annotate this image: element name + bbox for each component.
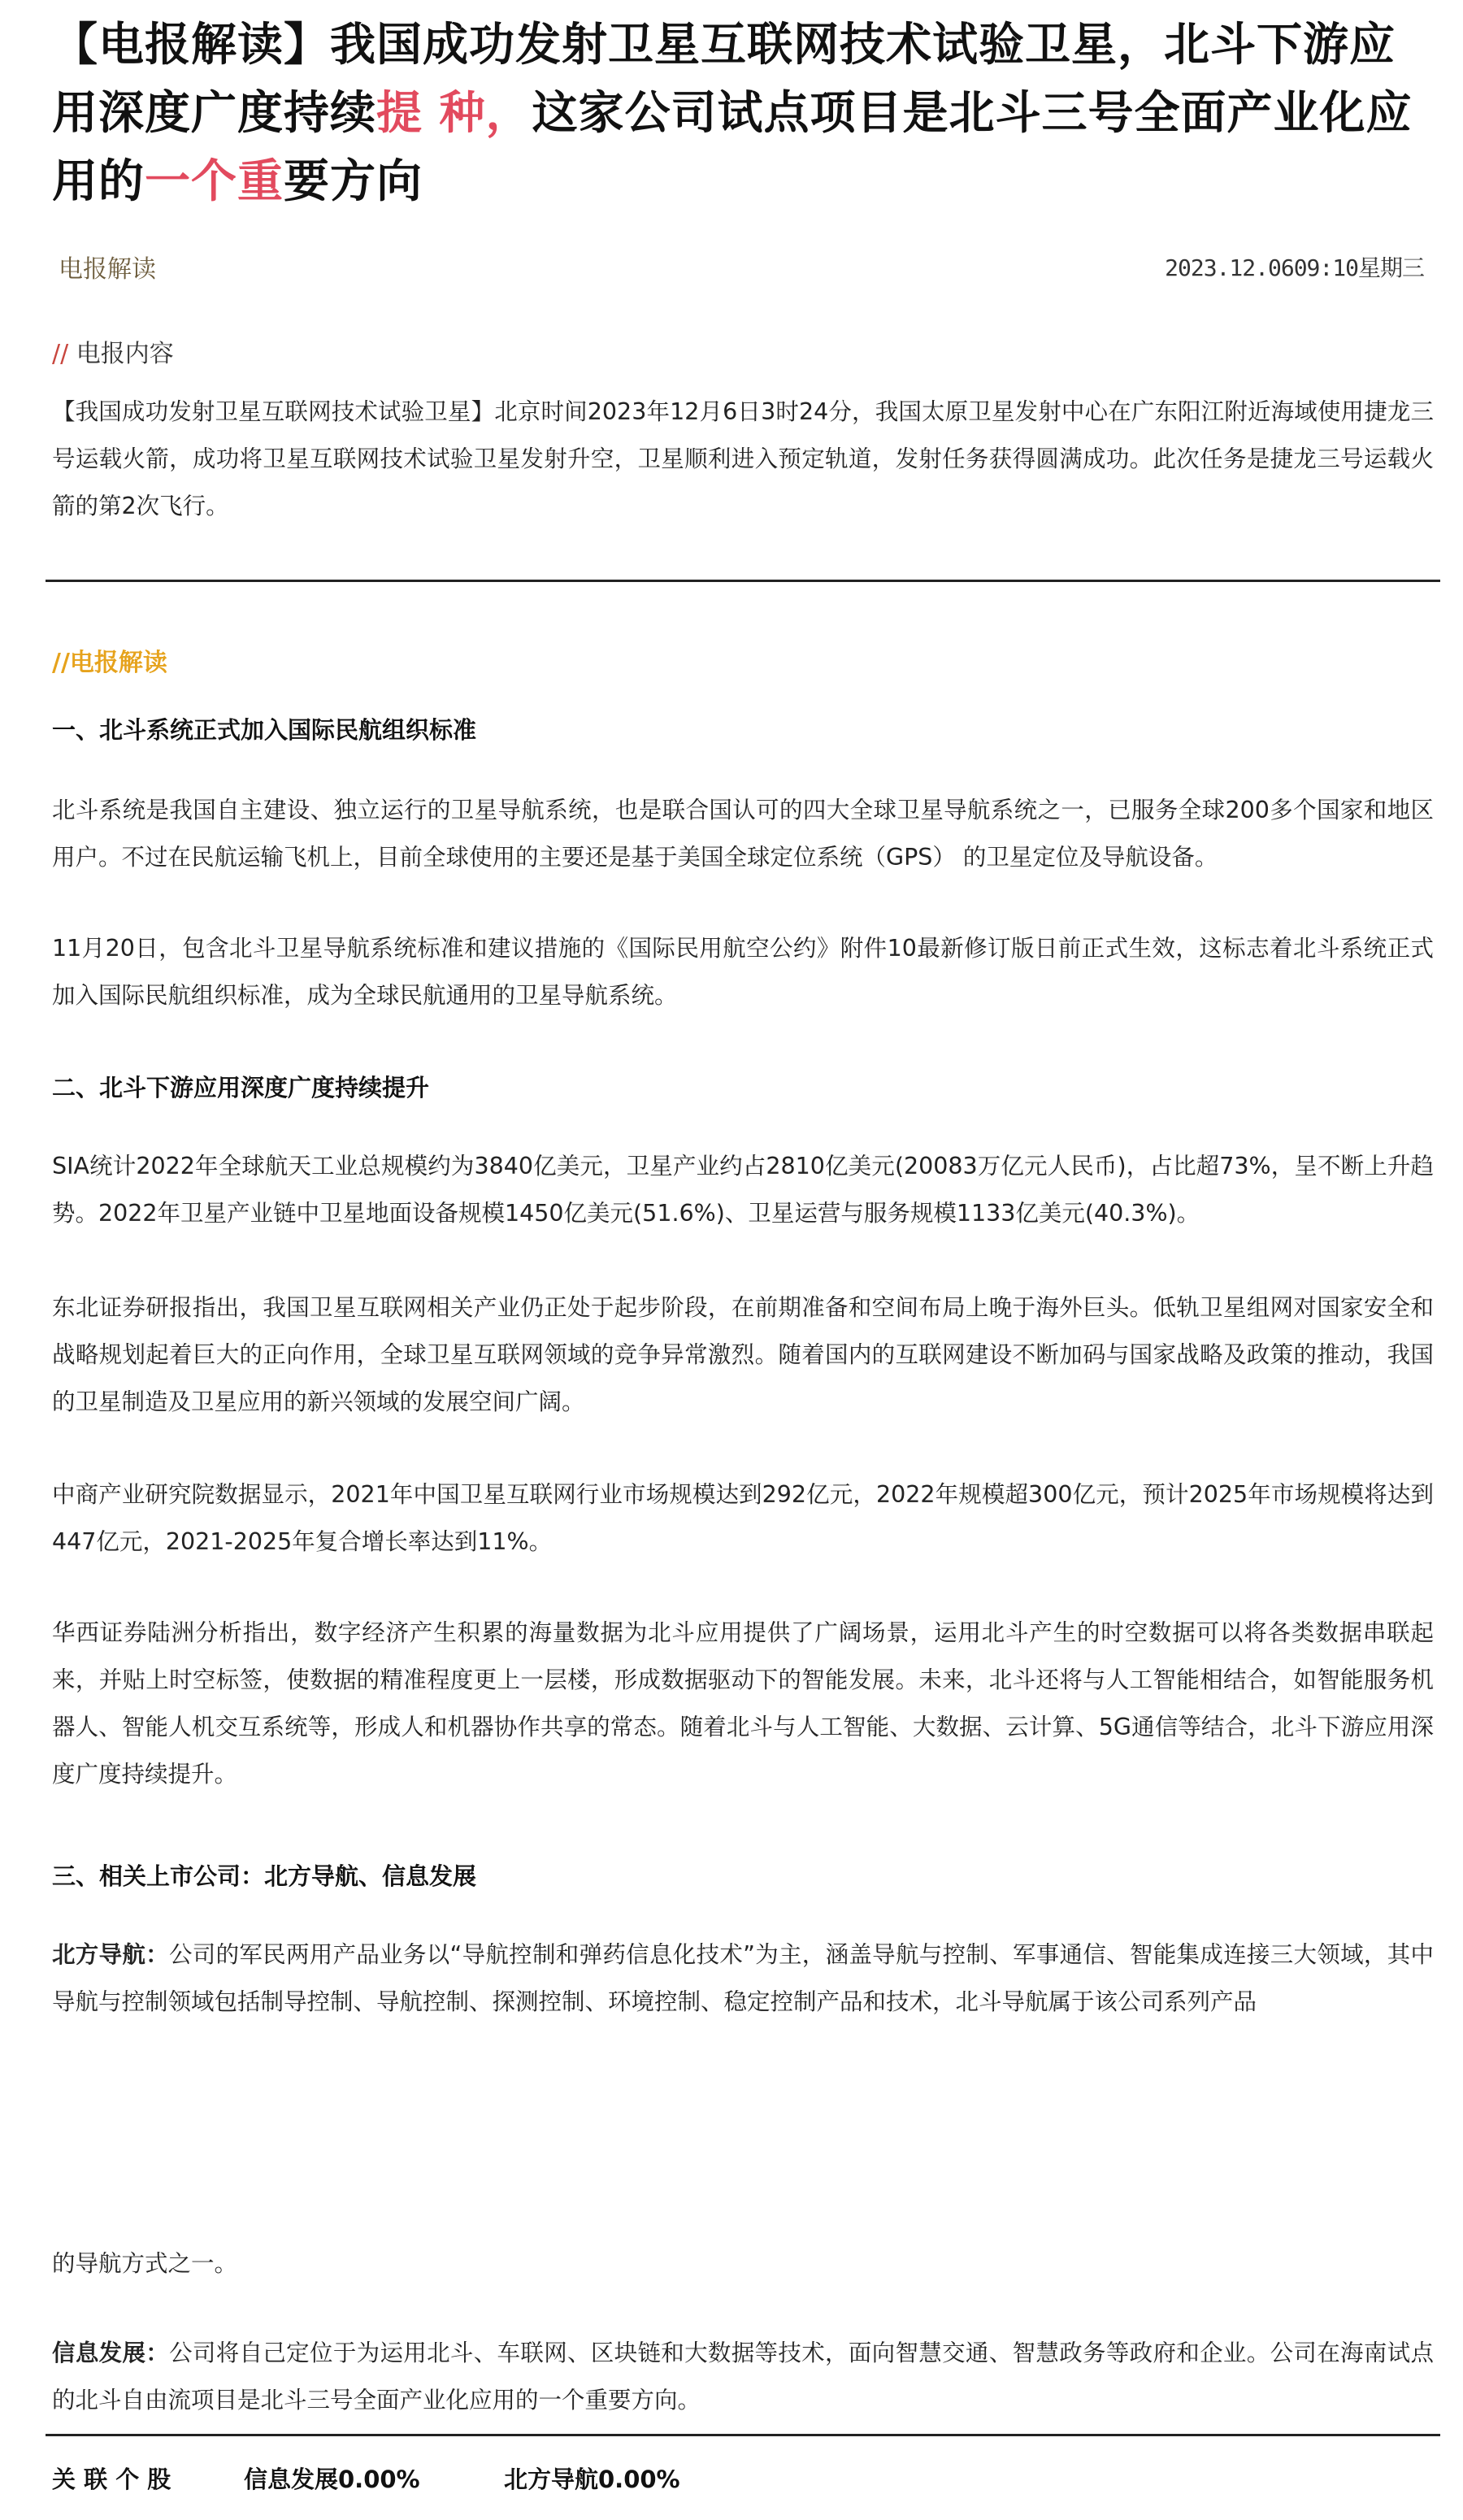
title-part1: 【电报解读】我国成功发射卫星互联网技术试验卫星，北斗下游应用深度广度持续 [52,19,1396,140]
company1-name: 北方导航： [52,1941,169,1968]
telegram-section-label [52,333,174,369]
section2-paragraph-1: SIA统计2022年全球航天工业总规模约为3840亿美元，卫星产业约占2810亿美元(20083万亿元人民币)，占比超73%，呈不断上升趋势。2022年卫星产业链中卫星地面设备规模1450亿美元(51.6%)、卫星运营与服务规模1133亿美元(40.3%)。 [52,1153,1434,1227]
company2-name: 信息发展： [52,2340,170,2366]
divider-top [46,580,1440,582]
article-title [52,11,1434,216]
analysis-section-label: //电报解读 [52,649,167,677]
section-marker: // [52,340,69,368]
section1-paragraph-2: 11月20日，包含北斗卫星导航系统标准和建议措施的《国际民用航空公约》附件10最新修订版日前正式生效，这标志着北斗系统正式加入国际民航组织标准，成为全球民航通用的卫星导航系统。 [52,935,1434,1009]
telegram-text: 【我国成功发射卫星互联网技术试验卫星】北京时间2023年12月6日3时24分，我国太原卫星发射中心在广东阳江附近海域使用捷龙三号运载火箭，成功将卫星互联网技术试验卫星发射升空，卫星顺利进入预定轨道，发射任务获得圆满成功。此次任务是捷龙三号运载火箭的第2次飞行。 [52,398,1434,519]
section2-heading: 二、北斗下游应用深度广度持续提升 [52,1074,430,1101]
title-part3: 要方向 [284,155,423,208]
related-stocks-label: 关 联 个 股 [52,2466,171,2493]
company1-paragraph [52,1931,1434,2026]
title-highlight-2: 一个重 [145,155,284,208]
company1-continuation: 的导航方式之一。 [52,2250,238,2277]
section1-paragraph-1: 北斗系统是我国自主建设、独立运行的卫星导航系统，也是联合国认可的四大全球卫星导航系统之一，已服务全球200多个国家和地区用户。不过在民航运输飞机上，目前全球使用的主要还是基于美国全球定位系统（GPS） 的卫星定位及导航设备。 [52,797,1434,871]
stock-link-1[interactable]: 信息发展0.00% [244,2466,420,2493]
publish-datetime: 2023.12.0609:10星期三 [1165,254,1424,281]
section2-paragraph-3: 中商产业研究院数据显示，2021年中国卫星互联网行业市场规模达到292亿元，2022年规模超300亿元，预计2025年市场规模将达到447亿元，2021-2025年复合增长率达到11%。 [52,1481,1434,1555]
title-highlight-1: 提 种， [376,87,532,140]
category-label[interactable]: 电报解读 [59,255,156,284]
company1-text: 公司的军民两用产品业务以“导航控制和弹药信息化技术”为主，涵盖导航与控制、军事通信、智能集成连接三大领域，其中导航与控制领域包括制导控制、导航控制、探测控制、环境控制、稳定控制产品和技术，北斗导航属于该公司系列产品 [52,1941,1434,2015]
title-part2: 这家公司试点项目是北斗三号全面产业化应用的 [52,87,1413,208]
section1-heading: 一、北斗系统正式加入国际民航组织标准 [52,716,477,744]
telegram-label-text: 电报内容 [76,340,174,368]
section2-paragraph-4: 华西证券陆洲分析指出，数字经济产生积累的海量数据为北斗应用提供了广阔场景，运用北斗产生的时空数据可以将各类数据串联起来，并贴上时空标签，使数据的精准程度更上一层楼，形成数据驱动下的智能发展。未来，北斗还将与人工智能相结合，如智能服务机器人、智能人机交互系统等，形成人和机器协作共享的常态。随着北斗与人工智能、大数据、云计算、5G通信等结合，北斗下游应用深度广度持续提升。 [52,1619,1434,1788]
related-stocks [52,2461,1434,2502]
company2-paragraph [52,2330,1434,2424]
divider-bottom [46,2434,1440,2436]
section3-heading: 三、相关上市公司：北方导航、信息发展 [52,1862,477,1890]
company2-text: 公司将自己定位于为运用北斗、车联网、区块链和大数据等技术，面向智慧交通、智慧政务等政府和企业。公司在海南试点的北斗自由流项目是北斗三号全面产业化应用的一个重要方向。 [52,2340,1434,2414]
section2-paragraph-2: 东北证券研报指出，我国卫星互联网相关产业仍正处于起步阶段，在前期准备和空间布局上晚于海外巨头。低轨卫星组网对国家安全和战略规划起着巨大的正向作用，全球卫星互联网领域的竞争异常激烈。随着国内的互联网建设不断加码与国家战略及政策的推动，我国的卫星制造及卫星应用的新兴领域的发展空间广阔。 [52,1294,1434,1415]
stock-link-2[interactable]: 北方导航0.00% [504,2466,680,2493]
